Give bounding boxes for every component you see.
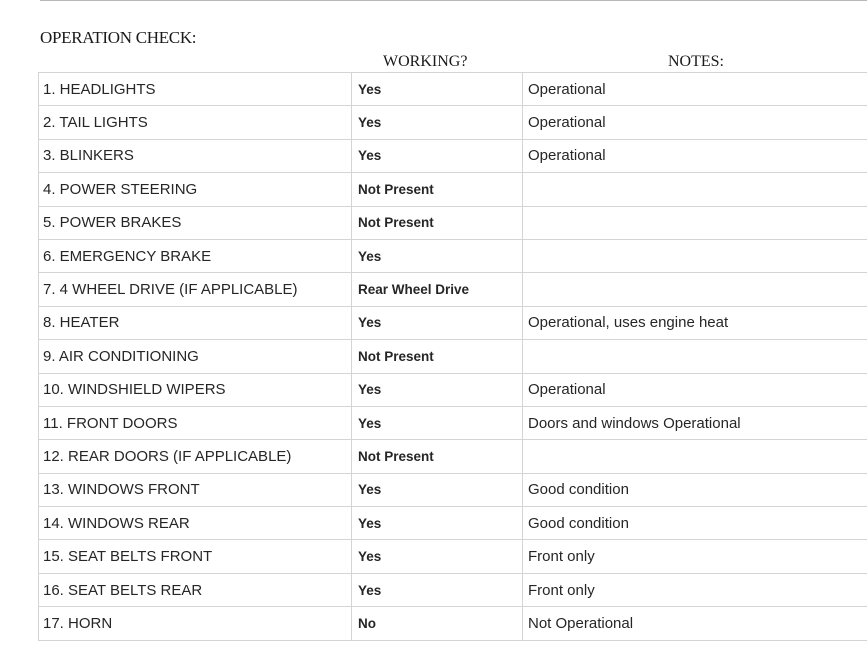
- table-row: [39, 440, 867, 473]
- notes-cell: Doors and windows Operational: [523, 406, 867, 439]
- column-header-working: WORKING?: [383, 53, 468, 70]
- item-cell: 2. TAIL LIGHTS: [39, 106, 352, 139]
- working-cell: Yes: [352, 306, 523, 339]
- item-cell: 16. SEAT BELTS REAR: [39, 573, 352, 606]
- notes-cell: Operational: [523, 139, 867, 172]
- notes-cell: [523, 239, 867, 272]
- item-cell: 1. HEADLIGHTS: [39, 73, 352, 106]
- top-divider: [40, 0, 867, 1]
- table-row: [39, 73, 867, 106]
- item-cell: 13. WINDOWS FRONT: [39, 473, 352, 506]
- working-cell: Not Present: [352, 206, 523, 239]
- notes-cell: Operational, uses engine heat: [523, 306, 867, 339]
- working-cell: Yes: [352, 239, 523, 272]
- table-row: [39, 607, 867, 640]
- table-row: [39, 473, 867, 506]
- notes-cell: Good condition: [523, 473, 867, 506]
- table-row: [39, 106, 867, 139]
- table-row: [39, 573, 867, 606]
- working-cell: Not Present: [352, 340, 523, 373]
- working-cell: Not Present: [352, 440, 523, 473]
- item-cell: 17. HORN: [39, 607, 352, 640]
- table-row: [39, 173, 867, 206]
- working-cell: Yes: [352, 473, 523, 506]
- item-cell: 7. 4 WHEEL DRIVE (IF APPLICABLE): [39, 273, 352, 306]
- notes-cell: [523, 206, 867, 239]
- table-row: [39, 239, 867, 272]
- table-row: [39, 306, 867, 339]
- item-cell: 10. WINDSHIELD WIPERS: [39, 373, 352, 406]
- notes-cell: Front only: [523, 573, 867, 606]
- notes-cell: [523, 273, 867, 306]
- notes-cell: Operational: [523, 106, 867, 139]
- table-row: [39, 507, 867, 540]
- operation-check-table: [38, 72, 867, 641]
- notes-cell: Not Operational: [523, 607, 867, 640]
- table-row: [39, 406, 867, 439]
- notes-cell: [523, 440, 867, 473]
- working-cell: Not Present: [352, 173, 523, 206]
- working-cell: Yes: [352, 406, 523, 439]
- notes-cell: Operational: [523, 373, 867, 406]
- table-row: [39, 206, 867, 239]
- item-cell: 9. AIR CONDITIONING: [39, 340, 352, 373]
- notes-cell: Good condition: [523, 507, 867, 540]
- working-cell: Rear Wheel Drive: [352, 273, 523, 306]
- table-row: [39, 340, 867, 373]
- item-cell: 4. POWER STEERING: [39, 173, 352, 206]
- working-cell: Yes: [352, 73, 523, 106]
- item-cell: 8. HEATER: [39, 306, 352, 339]
- working-cell: Yes: [352, 573, 523, 606]
- item-cell: 14. WINDOWS REAR: [39, 507, 352, 540]
- notes-cell: Operational: [523, 73, 867, 106]
- item-cell: 15. SEAT BELTS FRONT: [39, 540, 352, 573]
- item-cell: 5. POWER BRAKES: [39, 206, 352, 239]
- table-row: [39, 540, 867, 573]
- working-cell: Yes: [352, 540, 523, 573]
- working-cell: No: [352, 607, 523, 640]
- working-cell: Yes: [352, 373, 523, 406]
- notes-cell: [523, 340, 867, 373]
- item-cell: 11. FRONT DOORS: [39, 406, 352, 439]
- notes-cell: Front only: [523, 540, 867, 573]
- working-cell: Yes: [352, 106, 523, 139]
- item-cell: 3. BLINKERS: [39, 139, 352, 172]
- table-row: [39, 273, 867, 306]
- working-cell: Yes: [352, 507, 523, 540]
- table-row: [39, 139, 867, 172]
- section-title: OPERATION CHECK:: [40, 28, 197, 47]
- item-cell: 6. EMERGENCY BRAKE: [39, 239, 352, 272]
- item-cell: 12. REAR DOORS (IF APPLICABLE): [39, 440, 352, 473]
- table-row: [39, 373, 867, 406]
- notes-cell: [523, 173, 867, 206]
- working-cell: Yes: [352, 139, 523, 172]
- column-header-notes: NOTES:: [668, 53, 724, 70]
